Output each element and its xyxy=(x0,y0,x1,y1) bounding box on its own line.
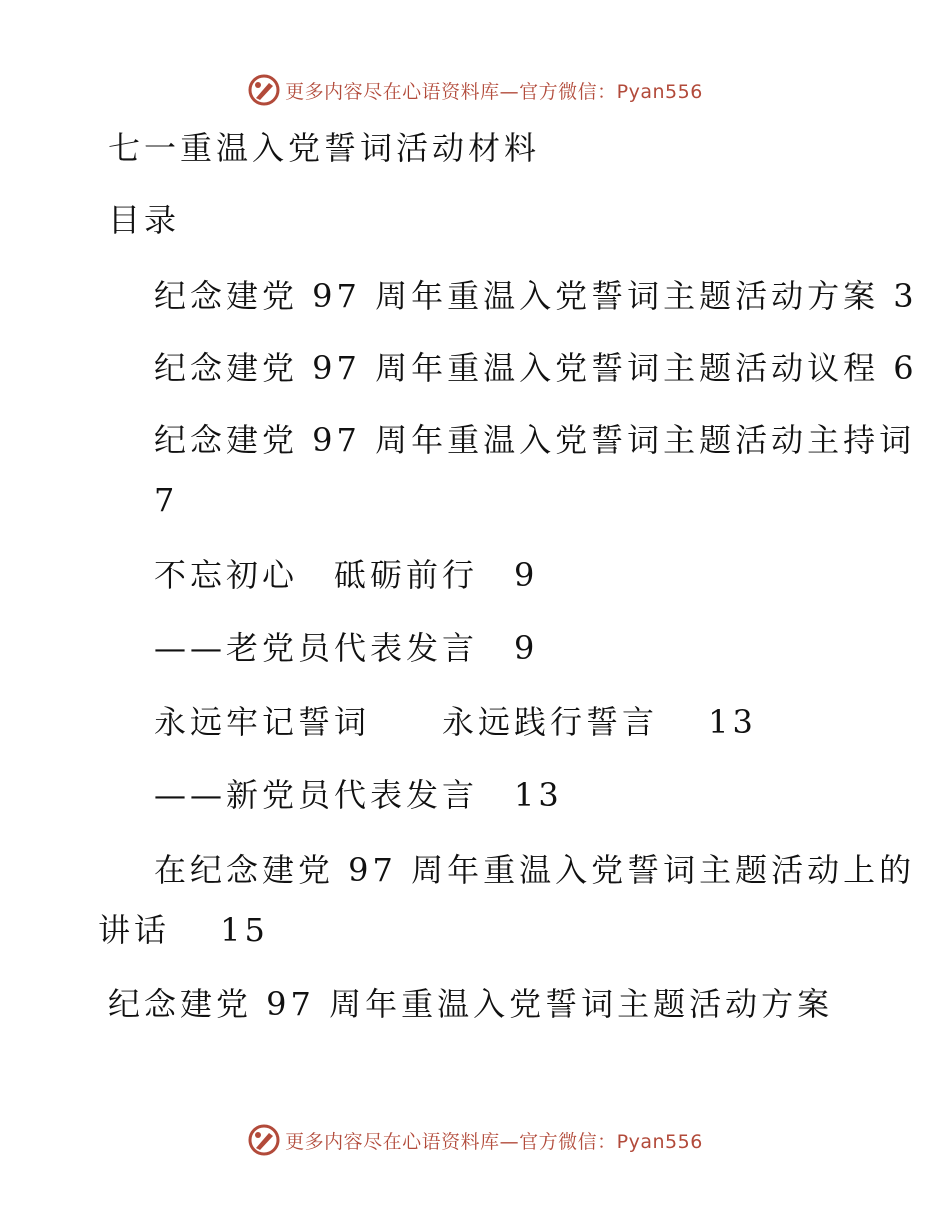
document-title: 七一重温入党誓词活动材料 xyxy=(108,129,541,167)
toc-item[interactable]: 永远牢记誓词 永远践行誓言 13 xyxy=(154,703,757,741)
toc-item[interactable]: ——新党员代表发言 13 xyxy=(154,776,563,814)
toc-item-continuation[interactable]: 讲话 15 xyxy=(98,911,269,949)
toc-item[interactable]: 纪念建党 97 周年重温入党誓词主题活动议程 6 xyxy=(154,349,918,387)
watermark-text: 更多内容尽在心语资料库—官方微信：Pyan556 xyxy=(285,80,703,103)
toc-heading: 目录 xyxy=(108,201,181,239)
toc-item[interactable]: 纪念建党 97 周年重温入党誓词主题活动方案 3 xyxy=(154,277,918,315)
toc-item[interactable]: 不忘初心 砥砺前行 9 xyxy=(154,556,539,594)
pen-logo-icon xyxy=(247,1123,281,1157)
toc-item[interactable]: 在纪念建党 97 周年重温入党誓词主题活动上的 xyxy=(154,851,916,889)
toc-item[interactable]: 纪念建党 97 周年重温入党誓词主题活动主持词 xyxy=(154,421,916,459)
toc-item[interactable]: ——老党员代表发言 9 xyxy=(154,629,539,667)
header-watermark xyxy=(0,70,950,110)
pen-logo-icon xyxy=(247,73,281,107)
footer-watermark xyxy=(0,1120,950,1160)
watermark-text: 更多内容尽在心语资料库—官方微信：Pyan556 xyxy=(285,1130,703,1153)
section-heading: 纪念建党 97 周年重温入党誓词主题活动方案 xyxy=(108,985,834,1023)
toc-item-page[interactable]: 7 xyxy=(154,481,179,519)
